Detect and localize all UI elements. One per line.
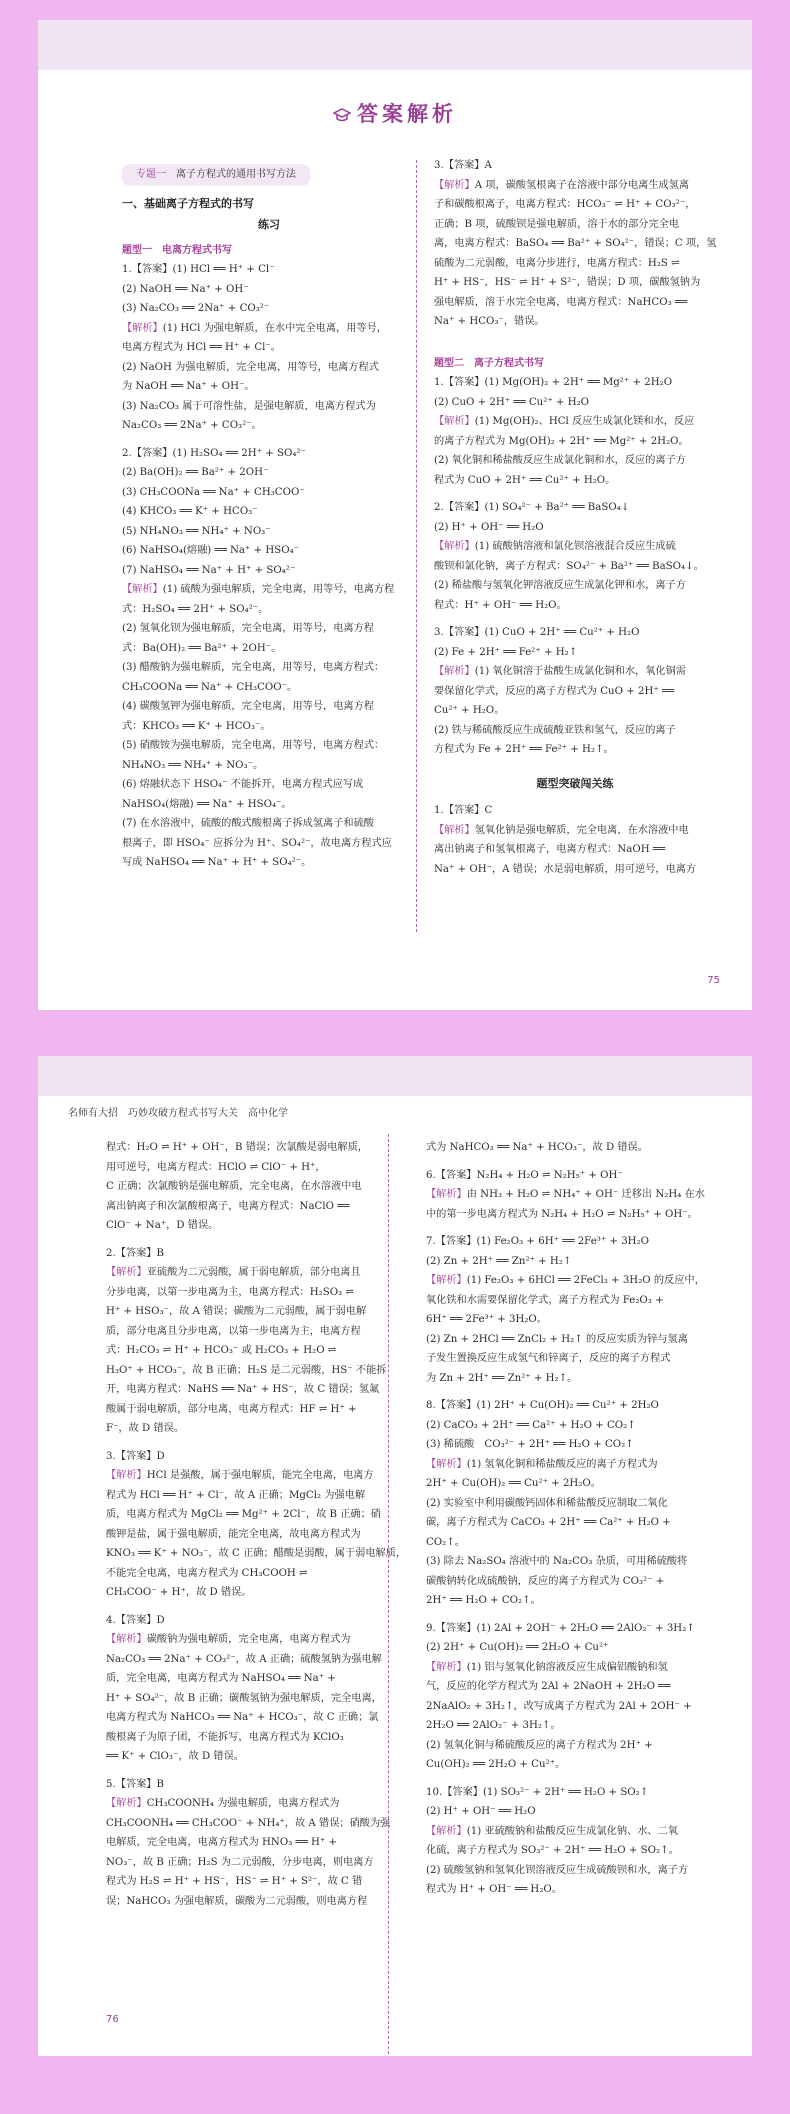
explanation-text: (1) 氧化铜溶于盐酸生成氯化铜和水，氧化铜需 (474, 666, 686, 677)
spacer (426, 1224, 706, 1232)
answer-line: 2.【答案】(1) SO₄²⁻ + Ba²⁺ ══ BaSO₄↓ (434, 502, 630, 513)
explanation-text: 碳酸钠为强电解质，完全电离，电离方程式为 (146, 1634, 351, 1645)
answer-line: Na₂CO₃ ══ 2Na⁺ + CO₃²⁻，故 A 正确；硫酸氢钠为强电解 (106, 1653, 382, 1665)
answer-line: 2.【答案】(1) H₂SO₄ ══ 2H⁺ + SO₄²⁻ (122, 447, 306, 459)
answer-line: (2) CuO + 2H⁺ ══ Cu²⁺ + H₂O (434, 396, 590, 408)
answer-line: 分步电离，以第一步电离为主，电离方程式：H₂SO₃ ⇌ (106, 1286, 354, 1298)
answer-line: H⁺ + SO₄²⁻，故 B 正确；碳酸氢钠为强电解质，完全电离， (106, 1692, 382, 1704)
page-title-text: 答案解析 (357, 102, 457, 126)
answer-line: (3) 除去 Na₂SO₄ 溶液中的 Na₂CO₃ 杂质，可用稀硫酸将 (426, 1556, 688, 1567)
explanation-text: (1) 硫酸钠溶液和氯化钡溶液混合反应生成硫 (474, 541, 676, 552)
running-header: 名师有大招 巧妙攻破方程式书写大关 高中化学 (68, 1108, 288, 1119)
answer-line: 2NaAlO₂ + 3H₂↑，改写成离子方程式为 2Al + 2OH⁻ + (426, 1700, 692, 1712)
answer-line: 碳，离子方程式为 CaCO₃ + 2H⁺ ══ Ca²⁺ + H₂O + (426, 1517, 671, 1528)
page-number: 76 (106, 2014, 119, 2025)
spacer (106, 1767, 406, 1775)
explanation-tag: 【解析】 (434, 666, 475, 677)
answer-line: 3.【答案】(1) CuO + 2H⁺ ══ Cu²⁺ + H₂O (434, 627, 640, 638)
page2-left-column (106, 1138, 406, 1911)
answer-line: 程式为 CuO + 2H⁺ ══ Cu²⁺ + H₂O。 (434, 474, 616, 486)
explanation-line (426, 1822, 706, 1842)
spacer (426, 1158, 706, 1166)
answer-line: 离出钠离子和次氯酸根离子，电离方程式：NaClO ══ (106, 1200, 350, 1212)
topic-chip (122, 164, 310, 186)
answer-line: 式为 NaHCO₃ ══ Na⁺ + HCO₃⁻，故 D 错误。 (426, 1142, 648, 1153)
spacer (106, 1236, 406, 1244)
answer-line: 程式为 H₂S ⇌ H⁺ + HS⁻，HS⁻ ⇌ H⁺ + S²⁻，故 C 错 (106, 1876, 363, 1887)
answer-line: 6H⁺ ══ 2Fe³⁺ + 3H₂O。 (426, 1314, 547, 1325)
spacer (426, 1388, 706, 1396)
answer-line: 程式为 HCl ══ H⁺ + Cl⁻，故 A 正确；MgCl₂ 为强电解 (106, 1489, 366, 1501)
answer-line: 碳酸钠转化成硫酸钠，反应的离子方程式为 CO₃²⁻ + (426, 1575, 665, 1587)
explanation-tag: 【解析】 (106, 1470, 147, 1481)
spacer (434, 490, 716, 498)
explanation-text: (1) HCl 为强电解质，在水中完全电离，用等号， (162, 322, 387, 334)
answer-line: (2) H⁺ + OH⁻ ══ H₂O (434, 521, 544, 533)
topic-name: 离子方程式的通用书写方法 (176, 169, 296, 180)
answer-line: 写成 NaHSO₄ ══ Na⁺ + H⁺ + SO₄²⁻。 (122, 857, 312, 868)
explanation-tag: 【解析】 (426, 1275, 467, 1286)
answer-line: (6) NaHSO₄(熔融) ══ Na⁺ + HSO₄⁻ (122, 545, 300, 556)
answer-line: (2) 氢氧化铜与稀硫酸反应的离子方程式为 2H⁺ + (426, 1739, 653, 1751)
explanation-tag: 【解析】 (426, 1458, 467, 1470)
page2-right-column (406, 1138, 706, 1900)
answer-line: 氧化铁和水需要保留化学式，离子方程式为 Fe₂O₃ + (426, 1294, 664, 1306)
answer-line: (2) 氧化铜和稀盐酸反应生成氯化铜和水，反应的离子方 (434, 455, 686, 466)
explanation-line (122, 319, 416, 339)
answer-line: 式：Ba(OH)₂ ══ Ba²⁺ + 2OH⁻。 (122, 642, 282, 654)
answer-line: (2) 2H⁺ + Cu(OH)₂ ══ 2H₂O + Cu²⁺ (426, 1642, 609, 1653)
spacer (434, 332, 716, 340)
answer-line: 强电解质，溶于水完全电离，电离方程式：NaHCO₃ ══ (434, 296, 688, 308)
explanation-tag: 【解析】 (434, 541, 475, 552)
explanation-tag: 【解析】 (106, 1798, 147, 1809)
answer-line: KNO₃ ══ K⁺ + NO₃⁻，故 C 正确；醋酸是弱酸，属于弱电解质， (106, 1548, 407, 1559)
explanation-text: (1) Fe₂O₃ + 6HCl ══ 2FeCl₃ + 3H₂O 的反应中， (466, 1275, 705, 1286)
answer-line: 酸钾是盐，属于强电解质，能完全电离，故电离方程式为 (106, 1528, 361, 1540)
column-divider (388, 1134, 389, 2054)
answer-line: (2) 氢氧化钡为强电解质，完全电离，用等号，电离方程 (122, 623, 374, 634)
answer-line: 10.【答案】(1) SO₃²⁻ + 2H⁺ ══ H₂O + SO₂↑ (426, 1786, 649, 1798)
answer-line: 根离子，即 HSO₄⁻ 应拆分为 H⁺、SO₄²⁻，故电离方程式应 (122, 837, 392, 849)
topic-tag: 专题一 (136, 169, 166, 180)
answer-line: 硫酸为二元弱酸，电离分步进行，电离方程式：H₂S ⇌ (434, 257, 680, 269)
answer-line: Na₂CO₃ ══ 2Na⁺ + CO₃²⁻。 (122, 420, 262, 431)
answer-line: (2) Fe + 2H⁺ ══ Fe²⁺ + H₂↑ (434, 646, 578, 658)
explanation-text: (1) 铝与氢氧化钠溶液反应生成偏铝酸钠和氢 (466, 1661, 668, 1673)
answer-line: 用可逆号，电离方程式：HClO ⇌ ClO⁻ + H⁺， (106, 1161, 326, 1173)
question-type-heading: 题型一 电离方程式书写 (122, 244, 232, 256)
answer-line: (6) 熔融状态下 HSO₄⁻ 不能拆开，电离方程式应写成 (122, 779, 364, 790)
explanation-text: CH₃COONH₄ 为强电解质，电离方程式为 (146, 1798, 340, 1809)
answer-line: (2) Zn + 2H⁺ ══ Zn²⁺ + H₂↑ (426, 1255, 572, 1267)
explanation-line (106, 1263, 406, 1283)
answer-line: (3) Na₂CO₃ ══ 2Na⁺ + CO₃²⁻ (122, 303, 270, 314)
answer-line: (2) Zn + 2HCl ══ ZnCl₂ + H₂↑ 的反应实质为锌与氢离 (426, 1333, 688, 1345)
answer-line: 开，电离方程式：NaHS ══ Na⁺ + HS⁻，故 C 错误；氢氟 (106, 1384, 380, 1395)
explanation-line (122, 580, 416, 600)
answer-line: 2H₂O ══ 2AlO₂⁻ + 3H₂↑。 (426, 1720, 561, 1731)
explanation-text: 亚硫酸为二元弱酸，属于弱电解质，部分电离且 (146, 1267, 361, 1278)
answer-line: (7) 在水溶液中，硫酸的酸式酸根离子拆成氢离子和硫酸 (122, 818, 374, 829)
explanation-tag: 【解析】 (106, 1267, 147, 1278)
right-answer-list (416, 156, 716, 879)
explanation-line (434, 176, 716, 196)
answer-line: 酸属于弱电解质，部分电离，电离方程式：HF ⇌ H⁺ + (106, 1403, 357, 1415)
page-title (38, 98, 752, 128)
answer-line: (7) NaHSO₄ ══ Na⁺ + H⁺ + SO₄²⁻ (122, 564, 296, 576)
explanation-text: (1) 氢氧化铜和稀盐酸反应的离子方程式为 (466, 1458, 658, 1470)
answer-line: Cu²⁺ + H₂O。 (434, 705, 505, 716)
answer-line: (4) 碳酸氢钾为强电解质，完全电离，用等号，电离方程 (122, 701, 374, 712)
answer-line: 不能完全电离，电离方程式为 CH₃COOH ⇌ (106, 1567, 308, 1579)
answer-line: (2) NaOH ══ Na⁺ + OH⁻ (122, 283, 249, 295)
answer-line: 4.【答案】D (106, 1614, 165, 1626)
answer-line: Cu(OH)₂ ══ 2H₂O + Cu²⁺。 (426, 1759, 566, 1770)
answer-line: 1.【答案】(1) HCl ══ H⁺ + Cl⁻ (122, 264, 275, 275)
answer-line: (4) KHCO₃ ══ K⁺ + HCO₃⁻ (122, 506, 258, 517)
answer-line: (2) NaOH 为强电解质，完全电离，用等号，电离方程式 (122, 361, 379, 373)
explanation-text: 氢氧化钠是强电解质，完全电离，在水溶液中电 (474, 824, 689, 836)
answer-line: CH₃COONH₄ ══ CH₃COO⁻ + NH₄⁺，故 A 错误；硝酸为强 (106, 1817, 391, 1829)
answer-line: 电解质，完全电离，电离方程式为 HNO₃ ══ H⁺ + (106, 1837, 338, 1848)
explanation-tag: 【解析】 (122, 322, 163, 334)
answer-line: CH₃COONa ══ Na⁺ + CH₃COO⁻。 (122, 681, 298, 693)
explanation-line (426, 1455, 706, 1475)
answer-line: 5.【答案】B (106, 1778, 164, 1790)
answer-line: (3) 醋酸钠为强电解质，完全电离，用等号，电离方程式： (122, 662, 385, 673)
answer-line: 电离方程式为 NaHCO₃ ══ Na⁺ + HCO₃⁻，故 C 正确；氯 (106, 1712, 379, 1723)
spacer (426, 1611, 706, 1619)
explanation-line (426, 1271, 706, 1291)
right-answer-list (406, 1138, 706, 1900)
answer-line: 3.【答案】D (106, 1450, 165, 1462)
answer-line: (2) Ba(OH)₂ ══ Ba²⁺ + 2OH⁻ (122, 467, 269, 478)
answer-line: 中的第一步电离方程式为 N₂H₄ + H₂O ⇌ N₂H₅⁺ + OH⁻。 (426, 1208, 698, 1220)
answer-line: 6.【答案】N₂H₄ + H₂O ⇌ N₂H₅⁺ + OH⁻ (426, 1169, 623, 1181)
answer-line: C 正确；次氯酸钠是强电解质，完全电离，在水溶液中电 (106, 1181, 362, 1192)
explanation-tag: 【解析】 (434, 179, 475, 191)
answer-line: 离，电离方程式：BaSO₄ ══ Ba²⁺ + SO₄²⁻，错误；C 项，氢 (434, 238, 717, 249)
answer-line: (2) CaCO₃ + 2H⁺ ══ Ca²⁺ + H₂O + CO₂↑ (426, 1419, 636, 1431)
answer-line: 质，部分电离且分步电离，以第一步电离为主，电离方程 (106, 1325, 361, 1337)
answer-line: 程式为 H⁺ + OH⁻ ══ H₂O。 (426, 1884, 562, 1895)
page1-left-column (122, 164, 416, 873)
answer-line: Na⁺ + OH⁻，A 错误；水是弱电解质，用可逆号，电离方 (434, 863, 697, 875)
explanation-line (106, 1794, 406, 1814)
explanation-text: (1) Mg(OH)₂、HCl 反应生成氯化镁和水，反应 (474, 416, 695, 427)
answer-line: 误；NaHCO₃ 为强电解质，碳酸为二元弱酸，则电离方程 (106, 1895, 368, 1907)
answer-line: (2) 实验室中利用碳酸钙固体和稀盐酸反应制取二氧化 (426, 1497, 668, 1509)
spacer (434, 340, 716, 348)
answer-line: 的离子方程式为 Mg(OH)₂ + 2H⁺ ══ Mg²⁺ + 2H₂O。 (434, 435, 689, 447)
answer-line: 气，反应的化学方程式为 2Al + 2NaOH + 2H₂O ══ (426, 1681, 671, 1692)
answer-line: 正确；B 项，硫酸钡是强电解质，溶于水的部分完全电 (434, 218, 680, 230)
answer-line: 式：H₂SO₄ ══ 2H⁺ + SO₄²⁻。 (122, 603, 269, 615)
answer-line: 酸根离子为原子团，不能拆写，电离方程式为 KClO₃ (106, 1731, 344, 1743)
explanation-text: A 项，碳酸氢根离子在溶液中部分电离生成氢离 (474, 179, 690, 191)
explanation-tag: 【解析】 (434, 416, 475, 427)
answer-line: 离出钠离子和氢氧根离子，电离方程式：NaOH ══ (434, 844, 666, 855)
answer-line: 9.【答案】(1) 2Al + 2OH⁻ + 2H₂O ══ 2AlO₂⁻ + 3H₂↑ (426, 1622, 695, 1634)
answer-line: (2) 铁与稀硫酸反应生成硫酸亚铁和氢气，反应的离子 (434, 724, 676, 736)
practice-heading: 练习 (258, 218, 280, 231)
spacer (106, 1439, 406, 1447)
answer-line: CH₃COO⁻ + H⁺，故 D 错误。 (106, 1587, 252, 1598)
explanation-tag: 【解析】 (426, 1825, 467, 1837)
answer-page-76 (38, 1056, 752, 2056)
spacer (426, 1775, 706, 1783)
answer-line: 酸钡和氯化钠，离子方程式：SO₄²⁻ + Ba²⁺ ══ BaSO₄↓。 (434, 560, 704, 572)
answer-line: ClO⁻ + Na⁺，D 错误。 (106, 1220, 219, 1231)
answer-line: 子和碳酸根离子，电离方程式：HCO₃⁻ ⇌ H⁺ + CO₃²⁻， (434, 199, 696, 210)
answer-line: 子发生置换反应生成氢气和锌离子，反应的离子方程式 (426, 1353, 671, 1364)
answer-line: (3) CH₃COONa ══ Na⁺ + CH₃COO⁻ (122, 486, 305, 498)
answer-line: (3) 稀硫酸 CO₃²⁻ + 2H⁺ ══ H₂O + CO₂↑ (426, 1439, 634, 1450)
answer-line: (5) 硝酸铵为强电解质，完全电离，用等号，电离方程式： (122, 740, 385, 751)
answer-line: Na⁺ + HCO₃⁻，错误。 (434, 316, 545, 327)
spacer (122, 436, 416, 444)
explanation-tag: 【解析】 (426, 1189, 467, 1200)
answer-line: 1.【答案】(1) Mg(OH)₂ + 2H⁺ ══ Mg²⁺ + 2H₂O (434, 377, 673, 388)
answer-line: 程式：H₂O ⇌ H⁺ + OH⁻，B 错误；次氯酸是弱电解质， (106, 1142, 368, 1153)
answer-line: 要保留化学式，反应的离子方程式为 CuO + 2H⁺ ══ (434, 685, 675, 697)
answer-line: NO₃⁻，故 B 正确；H₂S 为二元弱酸，分步电离，则电离方 (106, 1856, 374, 1868)
explanation-text: (1) 亚硫酸钠和盐酸反应生成氯化钠、水、二氧 (466, 1825, 678, 1837)
answer-line: 3.【答案】A (434, 160, 492, 171)
page-number: 75 (707, 975, 720, 986)
answer-line: NaHSO₄(熔融) ══ Na⁺ + HSO₄⁻。 (122, 798, 292, 810)
left-answer-list (122, 241, 416, 873)
answer-line: NH₄NO₃ ══ NH₄⁺ + NO₃⁻。 (122, 759, 264, 771)
practice-section-heading: 题型突破闯关练 (536, 776, 614, 790)
answer-line: 方程式为 Fe + 2H⁺ ══ Fe²⁺ + H₂↑。 (434, 744, 614, 755)
answer-line: H₃O⁺ + HCO₃⁻，故 B 正确；H₂S 是二元弱酸，HS⁻ 不能拆 (106, 1364, 387, 1376)
spacer (106, 1603, 406, 1611)
answer-line: 质，完全电离，电离方程式为 NaHSO₄ ══ Na⁺ + (106, 1673, 336, 1684)
answer-line: 式：H₂CO₃ ⇌ H⁺ + HCO₃⁻ 或 H₂CO₃ + H₂O ⇌ (106, 1345, 337, 1356)
section-heading: 一、基础离子方程式的书写 (122, 196, 254, 210)
explanation-line (434, 412, 716, 432)
left-answer-list (106, 1138, 406, 1911)
explanation-text: HCl 是强酸，属于强电解质，能完全电离，电离方 (146, 1470, 374, 1481)
explanation-tag: 【解析】 (106, 1634, 147, 1645)
answer-line: 式：KHCO₃ ══ K⁺ + HCO₃⁻。 (122, 720, 271, 732)
graduation-cap-icon (333, 108, 351, 122)
answer-line: 2.【答案】B (106, 1247, 164, 1259)
answer-line: ══ K⁺ + ClO₃⁻，故 D 错误。 (106, 1751, 244, 1762)
explanation-line (106, 1630, 406, 1650)
explanation-line (426, 1658, 706, 1678)
explanation-tag: 【解析】 (122, 584, 163, 595)
explanation-tag: 【解析】 (426, 1661, 467, 1673)
answer-line: F⁻，故 D 错误。 (106, 1423, 185, 1434)
answer-line: H⁺ + HS⁻，HS⁻ ⇌ H⁺ + S²⁻，错误；D 项，碳酸氢钠为 (434, 277, 701, 288)
answer-line: 质，电离方程式为 MgCl₂ ══ Mg²⁺ + 2Cl⁻，故 B 正确；硝 (106, 1509, 381, 1520)
page1-right-column (416, 156, 716, 879)
explanation-line (426, 1185, 706, 1205)
answer-line: (2) H⁺ + OH⁻ ══ H₂O (426, 1806, 536, 1817)
answer-line: CO₂↑。 (426, 1536, 465, 1548)
answer-line: 为 NaOH ══ Na⁺ + OH⁻。 (122, 381, 255, 392)
spacer (434, 615, 716, 623)
question-type-heading: 题型二 离子方程式书写 (434, 357, 544, 369)
answer-line: (2) 稀盐酸与氢氧化钾溶液反应生成氯化钾和水，离子方 (434, 580, 686, 591)
answer-line: 7.【答案】(1) Fe₂O₃ + 6H⁺ ══ 2Fe³⁺ + 3H₂O (426, 1236, 649, 1247)
explanation-line (434, 537, 716, 557)
explanation-line (106, 1466, 406, 1486)
answer-line: 1.【答案】C (434, 805, 493, 816)
page-top-band (38, 20, 752, 70)
answer-line: H⁺ + HSO₃⁻，故 A 错误；碳酸为二元弱酸，属于弱电解 (106, 1306, 367, 1317)
explanation-line (434, 821, 716, 841)
answer-line: (3) Na₂CO₃ 属于可溶性盐，是强电解质，电离方程式为 (122, 400, 376, 412)
explanation-text: (1) 硫酸为强电解质，完全电离，用等号，电离方程 (162, 584, 395, 595)
explanation-tag: 【解析】 (434, 824, 475, 836)
answer-line: 化硫，离子方程式为 SO₃²⁻ + 2H⁺ ══ H₂O + SO₂↑。 (426, 1845, 679, 1856)
answer-line: 2H⁺ + Cu(OH)₂ ══ Cu²⁺ + 2H₂O。 (426, 1478, 601, 1489)
answer-line: (5) NH₄NO₃ ══ NH₄⁺ + NO₃⁻ (122, 525, 271, 537)
answer-line: 程式：H⁺ + OH⁻ ══ H₂O。 (434, 599, 567, 611)
answer-page-75 (38, 20, 752, 1010)
answer-line: 为 Zn + 2H⁺ ══ Zn²⁺ + H₂↑。 (426, 1372, 578, 1384)
answer-line: 8.【答案】(1) 2H⁺ + Cu(OH)₂ ══ Cu²⁺ + 2H₂O (426, 1400, 659, 1411)
explanation-line (434, 662, 716, 682)
answer-line: 2H⁺ ══ H₂O + CO₂↑。 (426, 1595, 541, 1606)
explanation-text: 由 NH₃ + H₂O ⇌ NH₄⁺ + OH⁻ 迁移出 N₂H₄ 在水 (466, 1189, 705, 1200)
answer-line: (2) 硫酸氢钠和氢氧化钡溶液反应生成硫酸钡和水，离子方 (426, 1864, 689, 1876)
answer-line: 电离方程式为 HCl ══ H⁺ + Cl⁻。 (122, 342, 281, 353)
